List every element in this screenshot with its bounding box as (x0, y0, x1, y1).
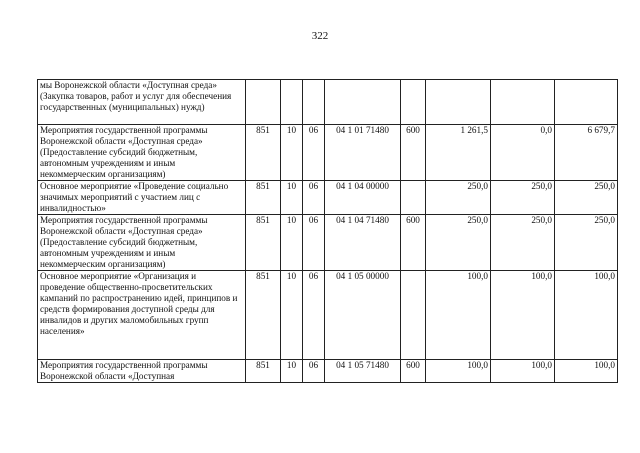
row-target-article: 04 1 01 71480 (325, 125, 401, 181)
row-subsection: 06 (303, 215, 325, 271)
row-value-1: 1 261,5 (426, 125, 491, 181)
row-admin-code: 851 (246, 360, 281, 383)
row-subsection: 06 (303, 360, 325, 383)
row-value-1: 250,0 (426, 215, 491, 271)
page-number: 322 (311, 30, 329, 42)
row-admin-code (246, 80, 281, 125)
row-expense-type: 600 (401, 360, 426, 383)
row-target-article: 04 1 05 71480 (325, 360, 401, 383)
row-value-2: 100,0 (491, 271, 555, 360)
row-value-1 (426, 80, 491, 125)
row-expense-type (401, 80, 426, 125)
row-value-3: 250,0 (555, 181, 618, 215)
table-row (38, 80, 618, 125)
row-subsection (303, 80, 325, 125)
row-section: 10 (281, 271, 303, 360)
row-section: 10 (281, 125, 303, 181)
table-row (38, 271, 618, 360)
row-value-2 (491, 80, 555, 125)
row-section (281, 80, 303, 125)
row-value-3: 6 679,7 (555, 125, 618, 181)
table-row (38, 360, 618, 383)
row-target-article: 04 1 04 00000 (325, 181, 401, 215)
row-value-3: 100,0 (555, 271, 618, 360)
row-value-2: 250,0 (491, 181, 555, 215)
row-section: 10 (281, 181, 303, 215)
row-expense-type (401, 271, 426, 360)
row-section: 10 (281, 215, 303, 271)
row-expense-type: 600 (401, 215, 426, 271)
row-admin-code: 851 (246, 181, 281, 215)
row-expense-type (401, 181, 426, 215)
row-value-2: 250,0 (491, 215, 555, 271)
row-name: Мероприятия государственной программы Воронежской области «Доступная (38, 360, 246, 383)
row-target-article: 04 1 05 00000 (325, 271, 401, 360)
table-row (38, 125, 618, 181)
row-value-3 (555, 80, 618, 125)
row-admin-code: 851 (246, 215, 281, 271)
row-subsection: 06 (303, 181, 325, 215)
row-value-2: 100,0 (491, 360, 555, 383)
row-value-1: 100,0 (426, 271, 491, 360)
row-value-2: 0,0 (491, 125, 555, 181)
row-target-article: 04 1 04 71480 (325, 215, 401, 271)
row-subsection: 06 (303, 271, 325, 360)
table-row (38, 215, 618, 271)
row-name: Мероприятия государственной программы Воронежской области «Доступная среда» (Предоставление субсидий бюджетным, автономным учреждениям и иным некоммерческим организациям) (38, 125, 246, 181)
row-admin-code: 851 (246, 125, 281, 181)
row-name: Основное мероприятие «Проведение социально значимых мероприятий с участием лиц с инвалидностью» (38, 181, 246, 215)
row-name: Основное мероприятие «Организация и проведение общественно-просветительских кампаний по распространению идей, принципов и средств формирования доступной среды для инвалидов и других маломобильных групп населения» (38, 271, 246, 360)
row-name: мы Воронежской области «Доступная среда» (Закупка товаров, работ и услуг для обеспечения государственных (муниципальных) нужд) (38, 80, 246, 125)
row-value-1: 100,0 (426, 360, 491, 383)
row-value-1: 250,0 (426, 181, 491, 215)
row-target-article (325, 80, 401, 125)
row-admin-code: 851 (246, 271, 281, 360)
table-row (38, 181, 618, 215)
row-name: Мероприятия государственной программы Воронежской области «Доступная среда» (Предоставление субсидий бюджетным, автономным учреждениям и иным некоммерческим организациям) (38, 215, 246, 271)
row-value-3: 100,0 (555, 360, 618, 383)
row-expense-type: 600 (401, 125, 426, 181)
budget-table (37, 79, 618, 383)
row-section: 10 (281, 360, 303, 383)
row-subsection: 06 (303, 125, 325, 181)
row-value-3: 250,0 (555, 215, 618, 271)
